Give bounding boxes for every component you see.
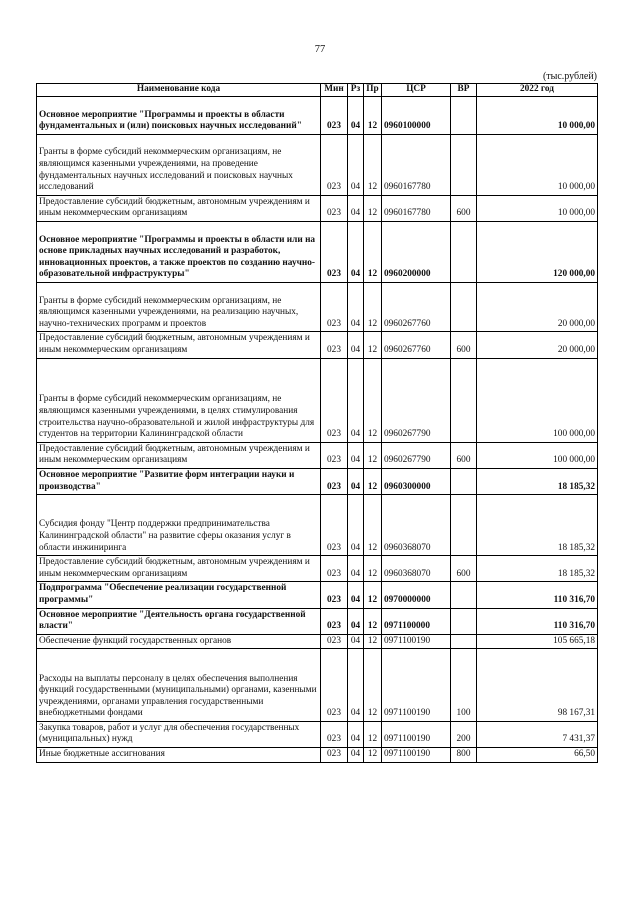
row-csr: 0960368070	[382, 495, 451, 556]
row-name: Иные бюджетные ассигнования	[37, 748, 321, 763]
header-min: Мин	[321, 84, 348, 97]
row-rz: 04	[348, 608, 364, 634]
row-sum: 10 000,00	[477, 195, 598, 221]
row-min: 023	[321, 634, 348, 649]
row-name: Подпрограмма "Обеспечение реализации государственной программы"	[37, 582, 321, 608]
budget-table	[36, 83, 598, 763]
row-min: 023	[321, 134, 348, 195]
row-vr: 800	[451, 748, 477, 763]
row-sum: 10 000,00	[477, 97, 598, 135]
row-name: Закупка товаров, работ и услуг для обеспечения государственных (муниципальных) нужд	[37, 721, 321, 747]
row-rz: 04	[348, 556, 364, 582]
row-pr: 12	[364, 134, 382, 195]
row-vr	[451, 358, 477, 442]
row-vr	[451, 634, 477, 649]
row-sum: 18 185,32	[477, 495, 598, 556]
header-sum: 2022 год	[477, 84, 598, 97]
row-csr: 0960100000	[382, 97, 451, 135]
row-sum: 66,50	[477, 748, 598, 763]
row-min: 023	[321, 221, 348, 282]
table-row	[37, 495, 598, 556]
row-min: 023	[321, 282, 348, 331]
row-sum: 100 000,00	[477, 358, 598, 442]
row-name: Предоставление субсидий бюджетным, автономным учреждениям и иным некоммерческим организациям	[37, 442, 321, 468]
row-pr: 12	[364, 332, 382, 358]
table-row	[37, 442, 598, 468]
row-csr: 0960200000	[382, 221, 451, 282]
row-vr	[451, 97, 477, 135]
row-sum: 18 185,32	[477, 468, 598, 494]
row-min: 023	[321, 649, 348, 722]
row-min: 023	[321, 358, 348, 442]
row-rz: 04	[348, 649, 364, 722]
row-name: Предоставление субсидий бюджетным, автономным учреждениям и иным некоммерческим организациям	[37, 556, 321, 582]
row-rz: 04	[348, 748, 364, 763]
row-min: 023	[321, 582, 348, 608]
page-number: 77	[314, 44, 326, 55]
row-name: Основное мероприятие "Программы и проекты в области или на основе прикладных научных исследований и разработок, инновационных проектов, а также проектов по созданию научно-образовательной инфраструктуры"	[37, 221, 321, 282]
row-pr: 12	[364, 582, 382, 608]
row-rz: 04	[348, 442, 364, 468]
row-vr	[451, 221, 477, 282]
row-rz: 04	[348, 634, 364, 649]
row-name: Расходы на выплаты персоналу в целях обеспечения выполнения функций государственными (муниципальными) органами, казенными учреждениями, органами управления государственными внебюджетными фондами	[37, 649, 321, 722]
row-min: 023	[321, 748, 348, 763]
row-rz: 04	[348, 582, 364, 608]
row-pr: 12	[364, 195, 382, 221]
row-csr: 0960167780	[382, 195, 451, 221]
row-pr: 12	[364, 649, 382, 722]
row-pr: 12	[364, 634, 382, 649]
row-vr: 600	[451, 195, 477, 221]
row-sum: 105 665,18	[477, 634, 598, 649]
row-pr: 12	[364, 221, 382, 282]
row-rz: 04	[348, 721, 364, 747]
header-vr: ВР	[451, 84, 477, 97]
row-name: Гранты в форме субсидий некоммерческим организациям, не являющимся казенными учреждениями, на проведение фундаментальных научных исследований и поисковых научных исследований	[37, 134, 321, 195]
table-row	[37, 134, 598, 195]
table-row	[37, 582, 598, 608]
row-min: 023	[321, 556, 348, 582]
row-rz: 04	[348, 134, 364, 195]
row-min: 023	[321, 721, 348, 747]
row-sum: 20 000,00	[477, 282, 598, 331]
row-csr: 0960167780	[382, 134, 451, 195]
row-csr: 0960368070	[382, 556, 451, 582]
row-vr	[451, 495, 477, 556]
row-pr: 12	[364, 97, 382, 135]
table-row	[37, 608, 598, 634]
row-min: 023	[321, 495, 348, 556]
table-row	[37, 748, 598, 763]
row-csr: 0971100190	[382, 634, 451, 649]
row-min: 023	[321, 608, 348, 634]
row-rz: 04	[348, 495, 364, 556]
row-vr: 600	[451, 332, 477, 358]
row-csr: 0971100000	[382, 608, 451, 634]
row-vr: 100	[451, 649, 477, 722]
row-name: Гранты в форме субсидий некоммерческим организациям, не являющимся казенными учреждениями, в целях стимулирования строительства научно-образовательной и жилой инфраструктуры для студентов на территории Калининградской области	[37, 358, 321, 442]
row-rz: 04	[348, 358, 364, 442]
row-sum: 110 316,70	[477, 582, 598, 608]
row-sum: 100 000,00	[477, 442, 598, 468]
row-csr: 0970000000	[382, 582, 451, 608]
row-pr: 12	[364, 556, 382, 582]
row-name: Основное мероприятие "Программы и проекты в области фундаментальных и (или) поисковых научных исследований"	[37, 97, 321, 135]
row-vr	[451, 582, 477, 608]
row-vr	[451, 134, 477, 195]
row-rz: 04	[348, 195, 364, 221]
table-row	[37, 358, 598, 442]
row-pr: 12	[364, 442, 382, 468]
table-row	[37, 282, 598, 331]
row-csr: 0960267790	[382, 358, 451, 442]
row-name: Обеспечение функций государственных органов	[37, 634, 321, 649]
table-row	[37, 195, 598, 221]
header-csr: ЦСР	[382, 84, 451, 97]
row-rz: 04	[348, 221, 364, 282]
table-row	[37, 468, 598, 494]
row-name: Основное мероприятие "Деятельность органа государственной власти"	[37, 608, 321, 634]
row-vr	[451, 282, 477, 331]
row-min: 023	[321, 195, 348, 221]
row-pr: 12	[364, 495, 382, 556]
row-sum: 20 000,00	[477, 332, 598, 358]
row-csr: 0960267760	[382, 332, 451, 358]
row-rz: 04	[348, 282, 364, 331]
row-vr	[451, 468, 477, 494]
row-csr: 0960267760	[382, 282, 451, 331]
table-row	[37, 634, 598, 649]
row-min: 023	[321, 97, 348, 135]
row-name: Предоставление субсидий бюджетным, автономным учреждениям и иным некоммерческим организациям	[37, 332, 321, 358]
row-vr: 600	[451, 442, 477, 468]
header-pr: Пр	[364, 84, 382, 97]
row-vr	[451, 608, 477, 634]
row-sum: 7 431,37	[477, 721, 598, 747]
units-label: (тыс.рублей)	[542, 71, 597, 82]
row-rz: 04	[348, 332, 364, 358]
row-sum: 18 185,32	[477, 556, 598, 582]
row-pr: 12	[364, 282, 382, 331]
row-name: Субсидия фонду "Центр поддержки предпринимательства Калининградской области" на развитие сферы оказания услуг в области инжиниринга	[37, 495, 321, 556]
row-name: Гранты в форме субсидий некоммерческим организациям, не являющимся казенными учреждениями, на реализацию научных, научно-технических программ и проектов	[37, 282, 321, 331]
table-body	[37, 97, 598, 763]
row-pr: 12	[364, 748, 382, 763]
table-row	[37, 221, 598, 282]
row-sum: 110 316,70	[477, 608, 598, 634]
row-sum: 120 000,00	[477, 221, 598, 282]
table-row	[37, 556, 598, 582]
row-sum: 98 167,31	[477, 649, 598, 722]
row-min: 023	[321, 468, 348, 494]
row-pr: 12	[364, 468, 382, 494]
row-csr: 0960300000	[382, 468, 451, 494]
table-row	[37, 649, 598, 722]
row-pr: 12	[364, 358, 382, 442]
row-rz: 04	[348, 97, 364, 135]
row-vr: 200	[451, 721, 477, 747]
table-row	[37, 332, 598, 358]
table-header-row	[37, 84, 598, 97]
header-rz: Рз	[348, 84, 364, 97]
row-sum: 10 000,00	[477, 134, 598, 195]
row-csr: 0960267790	[382, 442, 451, 468]
row-csr: 0971100190	[382, 748, 451, 763]
row-csr: 0971100190	[382, 721, 451, 747]
table-row	[37, 97, 598, 135]
row-min: 023	[321, 332, 348, 358]
row-csr: 0971100190	[382, 649, 451, 722]
row-rz: 04	[348, 468, 364, 494]
row-pr: 12	[364, 608, 382, 634]
table-row	[37, 721, 598, 747]
row-vr: 600	[451, 556, 477, 582]
row-min: 023	[321, 442, 348, 468]
row-name: Основное мероприятие "Развитие форм интеграции науки и производства"	[37, 468, 321, 494]
row-pr: 12	[364, 721, 382, 747]
row-name: Предоставление субсидий бюджетным, автономным учреждениям и иным некоммерческим организациям	[37, 195, 321, 221]
header-name: Наименование кода	[37, 84, 321, 97]
